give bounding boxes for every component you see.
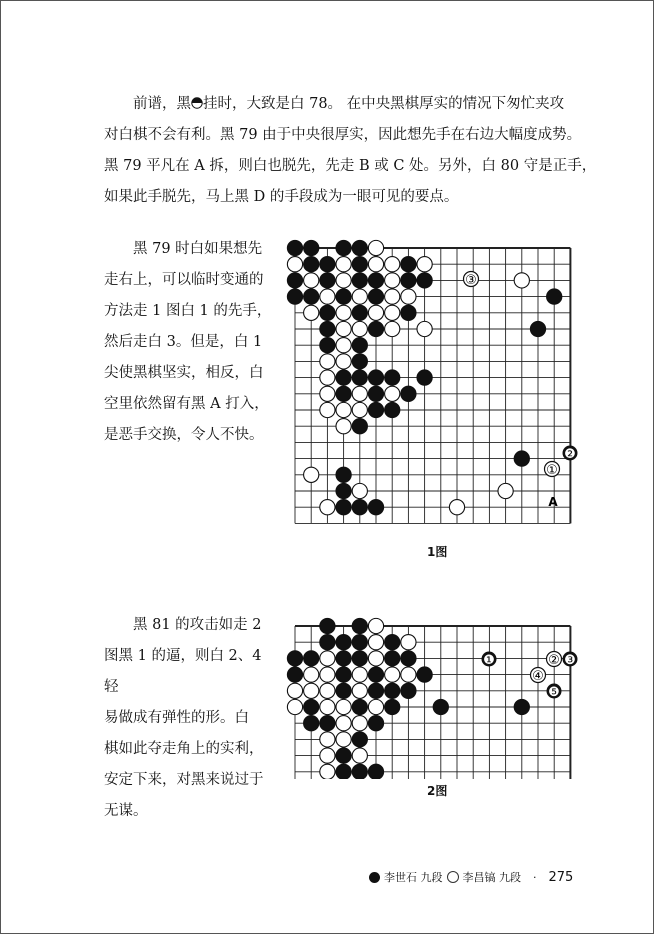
white-stone [304,667,319,682]
move-3-label: ❸ [564,653,576,668]
diagram2-caption: 2图 [427,784,448,798]
black-stone [368,273,383,288]
intro-paragraph [104,89,604,213]
side2-line-5: 安定下来，对黑来说过于 [104,772,264,788]
black-stone [401,386,416,401]
black-stone [385,402,400,417]
intro-line-2: 对白棋不会有利。黑 79 由于中央很厚实，因此想先手在右边大幅度成势。 [104,127,582,143]
black-stone [352,699,367,714]
black-stone [368,402,383,417]
black-stone [368,764,383,779]
move-labels [464,272,578,510]
white-stone [368,240,383,255]
white-stone [401,667,416,682]
black-stone [514,699,529,714]
white-stone [320,289,335,304]
footer-separator: · [533,870,537,884]
side1-line-1: 黑 79 时白如果想先 [133,241,263,257]
black-stone [352,273,367,288]
white-stone [336,732,351,747]
black-stone [401,305,416,320]
white-stone [320,402,335,417]
white-stone [385,667,400,682]
black-stone [352,764,367,779]
white-stone [368,635,383,650]
white-stone [385,273,400,288]
move-3-label: ③ [465,273,477,288]
move-2-label: ❷ [564,447,576,462]
intro-line-3: 黑 79 平凡在 A 拆，则白也脱先，先走 B 或 C 处。另外，白 80 守是正手， [104,158,597,174]
white-stone [401,635,416,650]
black-stone [433,699,448,714]
black-stone [287,289,302,304]
white-stone [352,386,367,401]
go-diagram-2 [286,617,586,779]
black-stone [352,354,367,369]
white-stone [385,289,400,304]
white-stone [320,683,335,698]
white-stone [385,321,400,336]
black-stone [368,321,383,336]
move-5-label: ❺ [548,685,560,700]
white-stone [320,699,335,714]
black-stone [304,289,319,304]
side2-line-4: 棋如此夺走角上的实利， [104,741,264,757]
black-stone [352,305,367,320]
point-a-label: A [548,495,558,509]
white-stone [385,386,400,401]
side1-line-4: 然后走白 3。但是，白 1 [104,334,263,350]
black-stone [385,635,400,650]
black-stone [336,651,351,666]
black-player-name: 李世石 九段 [384,871,443,884]
black-stone [336,635,351,650]
white-stone-icon [447,871,459,883]
white-stone [320,667,335,682]
black-stone [304,699,319,714]
white-stone [417,321,432,336]
black-stone [336,370,351,385]
black-stone [287,651,302,666]
white-stone [336,321,351,336]
black-stone [336,467,351,482]
intro-line-4: 如果此手脱先，马上黑 D 的手段成为一眼可见的要点。 [104,189,459,205]
white-stone [368,651,383,666]
diagram1-commentary [104,234,274,451]
black-stone [368,370,383,385]
move-4-label: ④ [532,669,544,684]
white-stone [352,748,367,763]
black-stone [401,683,416,698]
white-stone [368,257,383,272]
white-stone [320,500,335,515]
intro-line-1a: 前谱，黑 [133,96,191,112]
white-stone [401,289,416,304]
white-stone [304,683,319,698]
white-stone [320,651,335,666]
white-stone [320,764,335,779]
black-stone [547,289,562,304]
white-stone [336,257,351,272]
white-stone [287,699,302,714]
white-stone [368,305,383,320]
black-stone [352,257,367,272]
intro-line-1b: 挂时，大致是白 78。 在中央黑棋厚实的情况下匆忙夹攻 [203,96,565,112]
black-stone [352,419,367,434]
black-stone [352,338,367,353]
white-stone [352,321,367,336]
black-stone [336,764,351,779]
black-stone [352,240,367,255]
white-stone [352,402,367,417]
white-stone [352,683,367,698]
black-stone [352,732,367,747]
page-footer [369,869,573,885]
black-stone [417,273,432,288]
side1-line-3: 方法走 1 图白 1 的先手， [104,303,272,319]
black-stone [336,386,351,401]
diagram2-commentary [104,610,274,827]
black-stone [352,370,367,385]
black-stone [385,683,400,698]
black-stone [385,699,400,714]
side2-line-2: 图黑 1 的逼，则白 2、4 轻 [104,648,262,695]
side2-line-6: 无谋。 [104,803,148,819]
black-stone [336,289,351,304]
side2-line-1: 黑 81 的攻击如走 2 [133,617,262,633]
white-stone [336,402,351,417]
white-stone [336,699,351,714]
white-stone [336,273,351,288]
white-stone [320,370,335,385]
side1-line-7: 是恶手交换，令人不快。 [104,427,264,443]
white-player-name: 李昌镐 九段 [462,871,521,884]
black-stone [320,305,335,320]
black-stone [368,716,383,731]
black-stone-icon [369,872,380,883]
go-diagram-1 [286,239,586,539]
white-stone [304,467,319,482]
black-stone [287,240,302,255]
black-stone [320,716,335,731]
black-stone [352,618,367,633]
move-1-label: ❶ [483,653,495,668]
black-stone [304,716,319,731]
white-stone [336,419,351,434]
black-stone [336,667,351,682]
black-stone [304,651,319,666]
black-stone [336,500,351,515]
black-stone [336,483,351,498]
black-stone [514,451,529,466]
black-stone [287,273,302,288]
white-stone [320,748,335,763]
white-stone [368,699,383,714]
black-stone [320,257,335,272]
black-stone [320,338,335,353]
white-stone [368,618,383,633]
white-stone [336,354,351,369]
white-stone [336,716,351,731]
black-stone [320,273,335,288]
black-stone [304,257,319,272]
white-stone [514,273,529,288]
black-stone [336,683,351,698]
white-stone [320,732,335,747]
white-stone [352,483,367,498]
white-stone [417,257,432,272]
black-stone [530,321,545,336]
black-stone [401,651,416,666]
black-stone [352,500,367,515]
black-stone [401,273,416,288]
white-stone [449,500,464,515]
diagram1-caption: 1图 [427,545,448,559]
black-stone [287,667,302,682]
white-stone [287,683,302,698]
black-stone [368,386,383,401]
black-stone [320,321,335,336]
white-stone [498,483,513,498]
black-stone [368,289,383,304]
black-stone [368,667,383,682]
white-stone [385,257,400,272]
white-stone [385,305,400,320]
white-stone [336,338,351,353]
black-stone [336,748,351,763]
black-stone [320,618,335,633]
half-stone-icon [191,97,203,109]
side1-line-6: 空里依然留有黑 A 打入， [104,396,269,412]
black-stone [401,257,416,272]
black-stone [352,635,367,650]
white-stone [304,273,319,288]
white-stone [320,386,335,401]
black-stone [352,651,367,666]
side1-line-5: 尖使黑棋坚实，相反，白 [104,365,264,381]
black-stone [385,651,400,666]
white-stone [352,716,367,731]
black-stone [304,240,319,255]
board-grid [295,248,570,523]
black-stone [368,500,383,515]
side1-line-2: 走右上，可以临时变通的 [104,272,264,288]
black-stone [417,667,432,682]
move-2-label: ② [548,653,560,668]
black-stone [417,370,432,385]
white-stone [287,257,302,272]
black-stone [320,635,335,650]
page-number: 275 [548,869,574,885]
move-1-label: ① [546,463,558,478]
white-stone [304,305,319,320]
side2-line-3: 易做成有弹性的形。白 [104,710,249,726]
white-stone [320,354,335,369]
black-stone [385,370,400,385]
white-stone [352,289,367,304]
white-stone [336,305,351,320]
white-stone [352,667,367,682]
black-stone [336,240,351,255]
black-stone [368,683,383,698]
